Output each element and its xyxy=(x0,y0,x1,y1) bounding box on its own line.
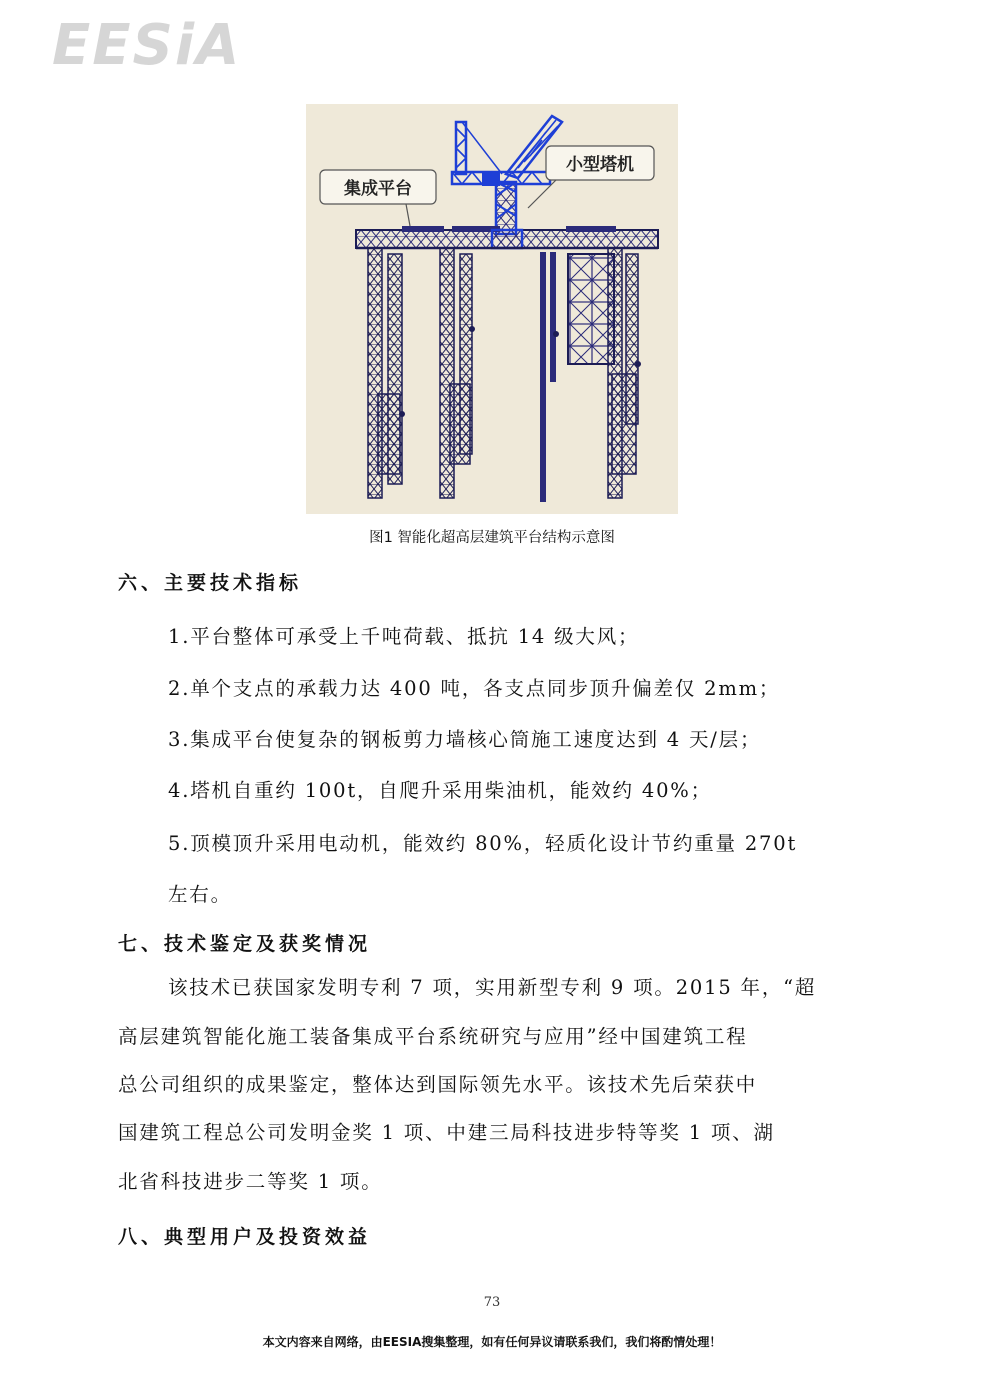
eesia-logo: EESiA xyxy=(52,13,242,78)
callout-platform xyxy=(320,170,436,226)
paragraph-line-5: 北省科技进步二等奖 1 项。 xyxy=(118,1170,383,1193)
section-6-heading: 六、主要技术指标 xyxy=(118,572,303,594)
label-small-tower-crane: 小型塔机 xyxy=(566,155,634,175)
section-8-heading: 八、典型用户及投资效益 xyxy=(118,1226,372,1248)
label-integrated-platform: 集成平台 xyxy=(344,179,412,199)
platform-figure xyxy=(306,104,678,514)
indicator-item-3: 3.集成平台使复杂的钢板剪力墙核心筒施工速度达到 4 天/层； xyxy=(168,728,762,751)
paragraph-line-1: 该技术已获国家发明专利 7 项，实用新型专利 9 项。2015 年，“超 xyxy=(168,976,817,999)
indicator-item-2: 2.单个支点的承载力达 400 吨，各支点同步顶升偏差仅 2mm； xyxy=(168,677,781,700)
section-7-heading: 七、技术鉴定及获奖情况 xyxy=(118,933,372,955)
paragraph-line-4: 国建筑工程总公司发明金奖 1 项、中建三局科技进步特等奖 1 项、湖 xyxy=(118,1121,775,1144)
paragraph-line-2: 高层建筑智能化施工装备集成平台系统研究与应用”经中国建筑工程 xyxy=(118,1025,748,1048)
paragraph-line-3: 总公司组织的成果鉴定，整体达到国际领先水平。该技术先后荣获中 xyxy=(118,1073,758,1096)
indicator-item-5-cont: 左右。 xyxy=(168,883,232,906)
footer-disclaimer: 本文内容来自网络，由EESIA搜集整理，如有任何异议请联系我们，我们将酌情处理！ xyxy=(262,1335,722,1349)
platform-deck xyxy=(356,226,658,248)
figure-caption: 图1 智能化超高层建筑平台结构示意图 xyxy=(369,530,615,546)
indicator-item-1: 1.平台整体可承受上千吨荷载、抵抗 14 级大风； xyxy=(168,625,640,648)
platform-structure-diagram xyxy=(306,104,678,514)
indicator-item-4: 4.塔机自重约 100t，自爬升采用柴油机，能效约 40%； xyxy=(168,779,712,802)
support-columns xyxy=(368,248,641,502)
indicator-item-5: 5.顶模顶升采用电动机，能效约 80%，轻质化设计节约重量 270t xyxy=(168,832,798,855)
callout-crane xyxy=(528,146,654,208)
page-number: 73 xyxy=(483,1295,501,1310)
